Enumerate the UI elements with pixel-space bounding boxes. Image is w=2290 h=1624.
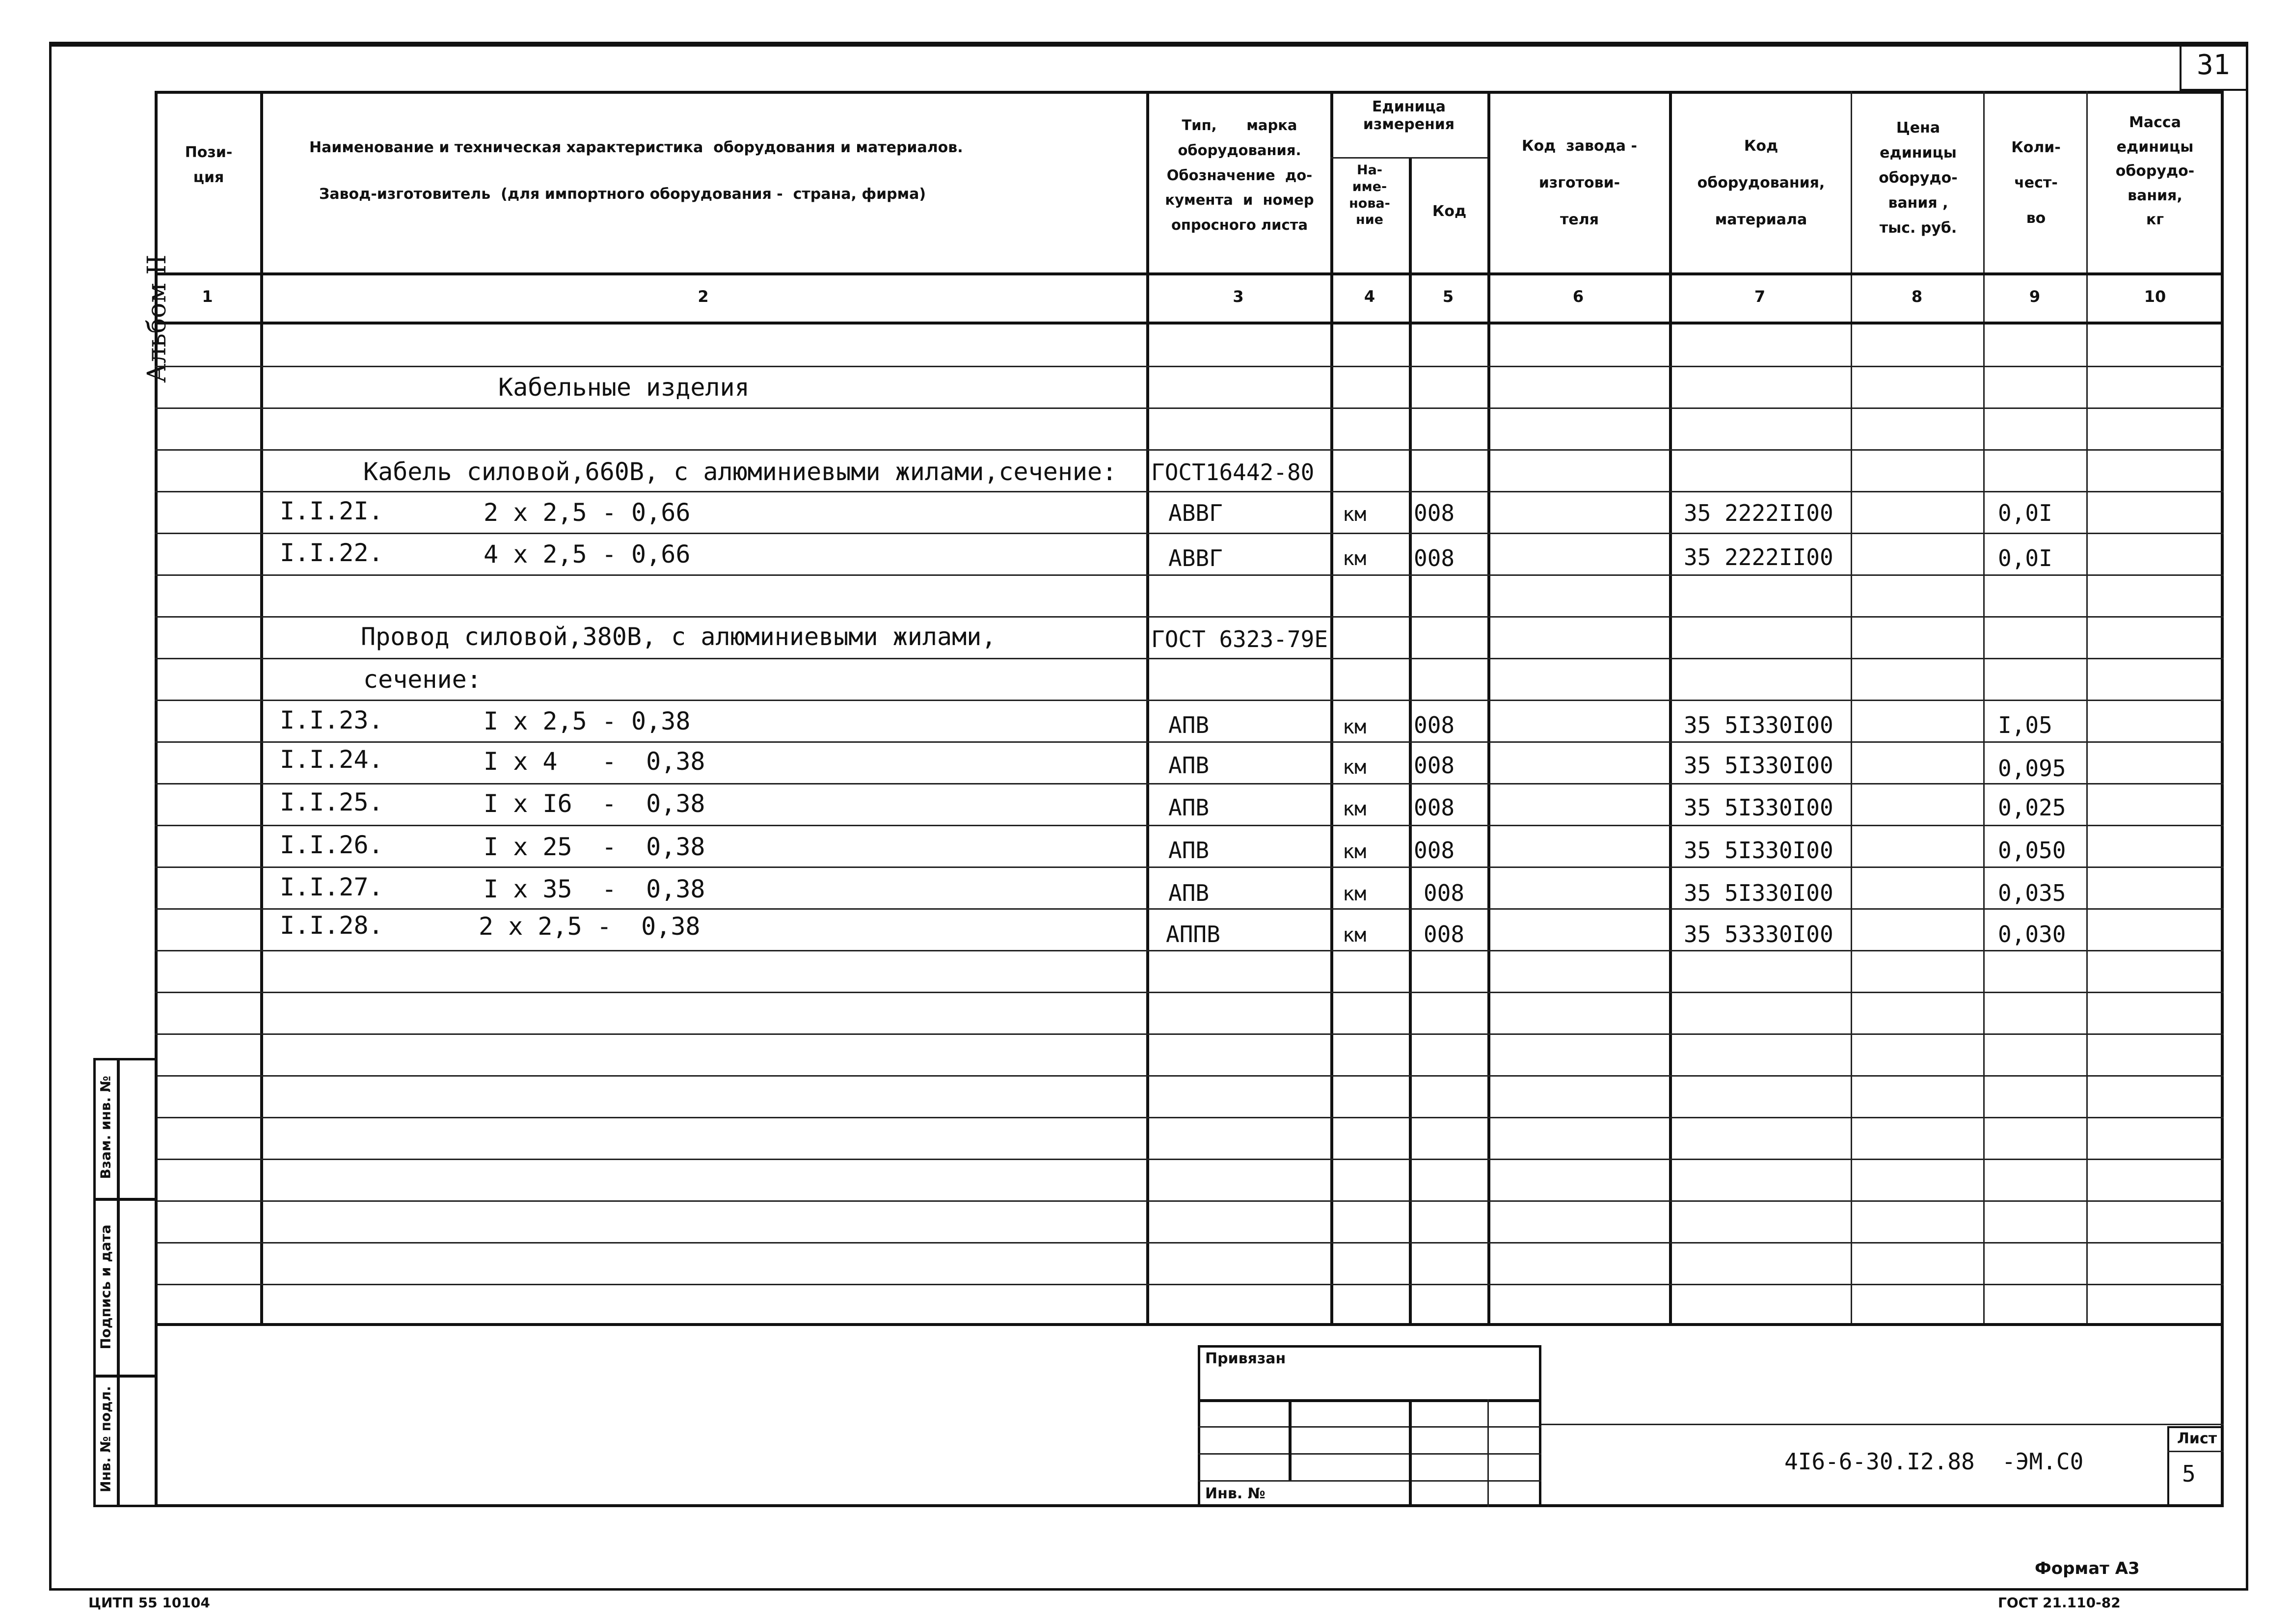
footer-left-code: ЦИТП 55 10104 — [88, 1595, 210, 1611]
item-type: АПВ — [1168, 752, 1210, 779]
item-equipment-code: 35 5I330I00 — [1684, 752, 1833, 779]
attached-line-1 — [1198, 1399, 1541, 1402]
item-quantity: 0,0I — [1998, 500, 2052, 526]
row-line — [155, 866, 2224, 868]
colnum-8: 8 — [1911, 287, 1923, 306]
cable-gost: ГОСТ16442-80 — [1151, 459, 1315, 486]
item-type: АПВ — [1168, 794, 1210, 821]
item-quantity: 0,095 — [1998, 755, 2066, 782]
item-unit-code: 008 — [1414, 794, 1455, 821]
row-line — [155, 1075, 2224, 1077]
header-name-line2: Завод-изготовитель (для импортного оборудования - страна, фирма) — [319, 186, 926, 203]
row-line — [155, 1284, 2224, 1285]
sheet-number: 5 — [2182, 1461, 2196, 1487]
table-body-bottom — [155, 1323, 2224, 1326]
header-unit-code: Код — [1432, 203, 1467, 220]
footer-right-code: ГОСТ 21.110-82 — [1998, 1595, 2121, 1611]
header-unit-group: Единица измерения — [1363, 98, 1455, 133]
header-unit-name: На- име- нова- ние — [1349, 162, 1390, 228]
wire-gost: ГОСТ 6323-79Е — [1151, 626, 1328, 652]
side-stamp-divider — [117, 1058, 120, 1507]
row-line — [155, 658, 2224, 659]
item-equipment-code: 35 5I330I00 — [1684, 712, 1833, 738]
cable-group-title: Кабель силовой,660В, с алюминиевыми жилами,сечение: — [363, 458, 1117, 486]
row-line — [155, 1200, 2224, 1202]
item-position: I.I.28. — [280, 911, 383, 940]
sheet-number-divider — [2167, 1451, 2224, 1452]
attached-col-1 — [1289, 1399, 1292, 1480]
header-bottom-line — [155, 272, 2224, 275]
colnum-10: 10 — [2144, 287, 2166, 306]
row-line — [155, 825, 2224, 826]
col-divider-4 — [1409, 157, 1412, 1323]
item-quantity: 0,035 — [1998, 880, 2066, 906]
unit-group-line — [1330, 157, 1487, 159]
item-position: I.I.26. — [280, 831, 383, 859]
row-line — [155, 1242, 2224, 1244]
item-position: I.I.27. — [280, 873, 383, 901]
side-stamp-sep-1 — [93, 1198, 157, 1201]
item-type: АВВГ — [1168, 545, 1223, 571]
item-quantity: I,05 — [1998, 712, 2052, 738]
row-line — [155, 741, 2224, 743]
item-unit: км — [1343, 716, 1367, 738]
section-title: Кабельные изделия — [498, 373, 750, 402]
row-line — [155, 1117, 2224, 1118]
colnum-4: 4 — [1364, 287, 1375, 306]
item-type: АПВ — [1168, 712, 1210, 738]
colnum-2: 2 — [698, 287, 709, 306]
colnum-bottom-line — [155, 322, 2224, 325]
row-line — [155, 783, 2224, 785]
row-line — [155, 574, 2224, 576]
header-name-line1: Наименование и техническая характеристика оборудования и материалов. — [309, 139, 963, 156]
row-line — [155, 1033, 2224, 1035]
row-line — [155, 992, 2224, 993]
item-spec: 2 х 2,5 - 0,38 — [479, 912, 700, 941]
col-divider-6 — [1669, 91, 1672, 1323]
item-unit-code: 008 — [1414, 712, 1455, 738]
item-type: АВВГ — [1168, 500, 1223, 526]
item-spec: I х I6 - 0,38 — [484, 789, 705, 818]
item-position: I.I.22. — [280, 539, 383, 567]
side-stamp-replace-inv: Взам. инв. № — [97, 1076, 114, 1179]
col-divider-2 — [1146, 91, 1149, 1323]
item-equipment-code: 35 53330I00 — [1684, 921, 1833, 947]
attached-col-3 — [1487, 1399, 1489, 1507]
item-unit-code: 008 — [1414, 545, 1455, 571]
item-spec: I х 35 - 0,38 — [484, 875, 705, 903]
item-quantity: 0,050 — [1998, 837, 2066, 864]
item-unit: км — [1343, 883, 1367, 905]
item-spec: I х 25 - 0,38 — [484, 833, 705, 861]
attached-line-4 — [1198, 1480, 1541, 1482]
item-equipment-code: 35 5I330I00 — [1684, 880, 1833, 906]
item-equipment-code: 35 5I330I00 — [1684, 837, 1833, 864]
attached-line-3 — [1198, 1453, 1541, 1455]
header-position: Пози- ция — [185, 144, 233, 186]
inventory-number-label: Инв. № — [1205, 1485, 1266, 1502]
header-quantity: Коли- чест- во — [2011, 139, 2061, 227]
attached-line-2 — [1198, 1426, 1541, 1428]
colnum-3: 3 — [1233, 287, 1244, 306]
item-spec: I х 2,5 - 0,38 — [484, 707, 691, 735]
col-divider-8 — [1983, 91, 1985, 1323]
attached-label: Привязан — [1205, 1350, 1286, 1367]
col-divider-1 — [260, 91, 263, 1323]
item-equipment-code: 35 5I330I00 — [1684, 794, 1833, 821]
item-unit: км — [1343, 503, 1367, 526]
colnum-6: 6 — [1572, 287, 1584, 306]
row-line — [155, 449, 2224, 451]
item-spec: 4 х 2,5 - 0,66 — [484, 540, 691, 568]
header-factory-code: Код завода - изготови- теля — [1522, 137, 1637, 228]
colnum-9: 9 — [2029, 287, 2041, 306]
row-line — [155, 366, 2224, 367]
item-unit-code: 008 — [1414, 500, 1455, 526]
wire-group-title-line2: сечение: — [363, 665, 482, 694]
row-line — [155, 908, 2224, 910]
item-position: I.I.23. — [280, 706, 383, 734]
top-edge — [49, 42, 2248, 45]
format-label: Формат А3 — [2035, 1559, 2140, 1578]
item-type: АППВ — [1166, 921, 1220, 947]
item-type: АПВ — [1168, 880, 1210, 906]
item-position: I.I.2I. — [280, 497, 383, 525]
wire-group-title-line1: Провод силовой,380В, с алюминиевыми жилами, — [361, 623, 997, 651]
item-quantity: 0,025 — [1998, 794, 2066, 821]
item-unit: км — [1343, 798, 1367, 820]
item-position: I.I.24. — [280, 745, 383, 774]
album-label: Альбом II — [142, 254, 172, 383]
item-unit-code: 008 — [1414, 837, 1455, 864]
colnum-7: 7 — [1754, 287, 1766, 306]
item-quantity: 0,030 — [1998, 921, 2066, 947]
row-line — [155, 1159, 2224, 1160]
row-line — [155, 616, 2224, 618]
item-spec: I х 4 - 0,38 — [484, 747, 705, 776]
corner-sheet-number: 31 — [2197, 49, 2230, 81]
item-unit-code: 008 — [1414, 752, 1455, 779]
row-line — [155, 533, 2224, 534]
header-mass: Масса единицы оборудо- вания, кг — [2115, 114, 2195, 228]
col-divider-3 — [1330, 91, 1333, 1323]
item-unit: км — [1343, 924, 1367, 947]
item-unit-code: 008 — [1424, 880, 1465, 906]
row-line — [155, 491, 2224, 492]
item-unit: км — [1343, 840, 1367, 863]
item-equipment-code: 35 2222II00 — [1684, 544, 1833, 570]
row-line — [155, 950, 2224, 951]
attached-col-2 — [1409, 1399, 1412, 1507]
colnum-5: 5 — [1442, 287, 1454, 306]
header-equipment-code: Код оборудования, материала — [1697, 137, 1825, 228]
side-stamp-orig-inv: Инв. № подл. — [97, 1386, 114, 1492]
item-unit: км — [1343, 547, 1367, 570]
colnum-1: 1 — [202, 287, 213, 306]
document-code: 4I6-6-30.I2.88 -ЭМ.С0 — [1784, 1448, 2084, 1475]
item-type: АПВ — [1168, 837, 1210, 864]
side-stamp-sign-date: Подпись и дата — [97, 1224, 114, 1350]
item-unit-code: 008 — [1424, 921, 1465, 947]
header-type: Тип, марка оборудования. Обозначение до- кумента и номер опросного листа — [1165, 117, 1314, 233]
sheet-label: Лист — [2177, 1430, 2217, 1447]
item-quantity: 0,0I — [1998, 545, 2052, 571]
row-line — [155, 407, 2224, 409]
title-main-line — [1541, 1424, 2224, 1425]
col-divider-7 — [1851, 91, 1852, 1323]
col-divider-9 — [2086, 91, 2088, 1323]
item-spec: 2 х 2,5 - 0,66 — [484, 498, 691, 527]
item-position: I.I.25. — [280, 788, 383, 816]
item-equipment-code: 35 2222II00 — [1684, 500, 1833, 526]
col-divider-5 — [1487, 91, 1490, 1323]
row-line — [155, 700, 2224, 701]
header-price: Цена единицы оборудо- вания , тыс. руб. — [1879, 119, 1958, 237]
item-unit: км — [1343, 756, 1367, 779]
